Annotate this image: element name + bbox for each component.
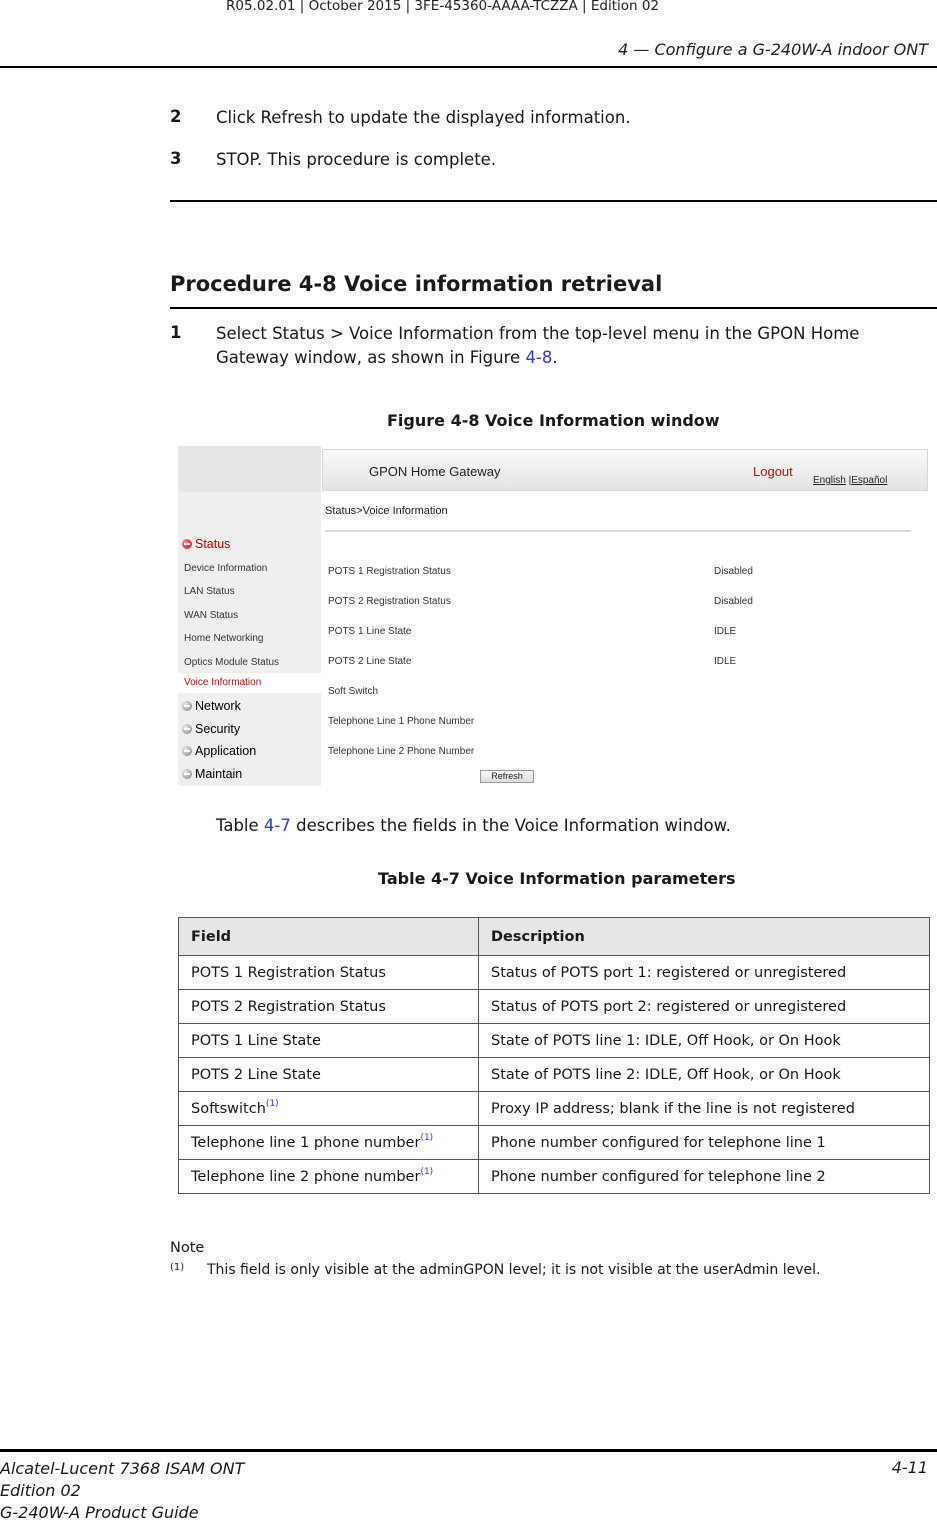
footer-edition: Edition 02	[0, 1481, 81, 1500]
logout-link[interactable]: Logout	[753, 464, 793, 479]
field-cell: POTS 2 Registration Status	[179, 990, 479, 1024]
refresh-button[interactable]: Refresh	[480, 770, 534, 783]
logo-area	[178, 446, 321, 492]
footer-guide: G-240W-A Product Guide	[0, 1503, 199, 1522]
expand-icon	[182, 746, 192, 756]
field-cell: POTS 1 Line State	[179, 1024, 479, 1058]
footnote-ref[interactable]: (1)	[420, 1166, 434, 1177]
nav-home-networking[interactable]: Home Networking	[184, 633, 264, 644]
table-row	[179, 1058, 930, 1092]
field-cell	[179, 1160, 479, 1194]
field-label: Telephone Line 2 Phone Number	[328, 746, 475, 757]
nav-maintain[interactable]: Maintain	[182, 767, 242, 781]
footer-product: Alcatel-Lucent 7368 ISAM ONT	[0, 1459, 245, 1478]
nav-voice-information[interactable]: Voice Information	[178, 673, 321, 693]
field-label: POTS 2 Registration Status	[328, 596, 451, 607]
breadcrumb: Status>Voice Information	[325, 505, 448, 517]
field-cell: POTS 2 Line State	[179, 1058, 479, 1092]
expand-icon	[182, 769, 192, 779]
nav-device-information[interactable]: Device Information	[184, 563, 268, 574]
parameters-table	[178, 917, 930, 1194]
nav-optics-module-status[interactable]: Optics Module Status	[184, 657, 280, 668]
table-link[interactable]: 4-7	[263, 816, 291, 835]
description-cell: State of POTS line 2: IDLE, Off Hook, or On Hook	[479, 1058, 930, 1092]
footer-rule	[0, 1449, 937, 1452]
field-label: Soft Switch	[328, 686, 379, 697]
description-cell: Phone number configured for telephone line 2	[479, 1160, 930, 1194]
header-rule	[0, 66, 937, 68]
intro-text-part: Table	[216, 816, 264, 835]
expand-icon	[182, 724, 192, 734]
collapse-icon	[182, 539, 192, 549]
footnote-ref[interactable]: (1)	[420, 1132, 434, 1143]
field-label: POTS 1 Registration Status	[328, 566, 451, 577]
field-value: IDLE	[714, 656, 737, 667]
field-name: Telephone line 1 phone number	[191, 1134, 421, 1151]
table-row	[179, 956, 930, 990]
step-number: 3	[170, 149, 182, 168]
table-header-row	[179, 918, 930, 956]
field-value: Disabled	[714, 596, 753, 607]
table-row	[179, 990, 930, 1024]
note-mark: (1)	[170, 1262, 185, 1273]
description-cell: Proxy IP address; blank if the line is not registered	[479, 1092, 930, 1126]
table-row	[179, 1024, 930, 1058]
espanol-link[interactable]: Español	[851, 475, 888, 486]
table-row	[179, 1160, 930, 1194]
field-label: POTS 2 Line State	[328, 656, 412, 667]
description-cell: State of POTS line 1: IDLE, Off Hook, or On Hook	[479, 1024, 930, 1058]
nav-wan-status[interactable]: WAN Status	[184, 610, 239, 621]
description-cell: Status of POTS port 1: registered or unregistered	[479, 956, 930, 990]
field-cell: POTS 1 Registration Status	[179, 956, 479, 990]
footnote-ref[interactable]: (1)	[265, 1098, 279, 1109]
nav-application[interactable]: Application	[182, 744, 256, 758]
field-label: Telephone Line 1 Phone Number	[328, 716, 475, 727]
table-row	[179, 1126, 930, 1160]
footer-info	[0, 1458, 244, 1524]
gateway-title: GPON Home Gateway	[369, 464, 501, 479]
gateway-header	[322, 449, 928, 491]
page-number: 4-11	[891, 1458, 928, 1477]
intro-text-part: describes the fields in the Voice Information window.	[290, 816, 731, 835]
document-reference: R05.02.01 | October 2015 | 3FE-45360-AAAA-TCZZA | Edition 02	[226, 0, 660, 14]
chapter-title: 4 — Configure a G-240W-A indoor ONT	[618, 40, 928, 59]
sidebar	[178, 492, 321, 786]
field-cell	[179, 1092, 479, 1126]
nav-network[interactable]: Network	[182, 699, 241, 713]
field-value: IDLE	[714, 626, 737, 637]
breadcrumb-divider	[325, 530, 911, 532]
expand-icon	[182, 701, 192, 711]
figure-link[interactable]: 4-8	[525, 348, 553, 367]
field-label: POTS 1 Line State	[328, 626, 412, 637]
nav-security[interactable]: Security	[182, 722, 240, 736]
section-divider	[170, 200, 937, 202]
note-text: This field is only visible at the adminGPON level; it is not visible at the userAdmin level.	[207, 1262, 821, 1278]
language-switch	[813, 475, 887, 486]
field-value: Disabled	[714, 566, 753, 577]
procedure-step-text	[216, 322, 916, 370]
procedure-rule	[170, 307, 937, 309]
table-intro	[216, 814, 731, 838]
voice-information-screenshot	[178, 446, 930, 786]
step-text: STOP. This procedure is complete.	[216, 150, 497, 169]
figure-caption: Figure 4-8 Voice Information window	[387, 411, 720, 430]
field-name: Softswitch	[191, 1100, 266, 1117]
step-text-part: Select Status > Voice Information from the top-level menu in the GPON Home Gateway window, as shown in Figure	[216, 324, 860, 367]
step-text-part: .	[552, 348, 558, 367]
step-text: Click Refresh to update the displayed information.	[216, 108, 631, 127]
language-separator: |	[845, 475, 852, 486]
description-cell: Status of POTS port 2: registered or unregistered	[479, 990, 930, 1024]
description-cell: Phone number configured for telephone line 1	[479, 1126, 930, 1160]
nav-status[interactable]: Status	[182, 537, 230, 551]
field-cell	[179, 1126, 479, 1160]
procedure-title: Procedure 4-8 Voice information retrieval	[170, 272, 663, 296]
step-number: 2	[170, 107, 182, 126]
table-caption: Table 4-7 Voice Information parameters	[378, 869, 736, 888]
note-label: Note	[170, 1240, 205, 1256]
table-row	[179, 1092, 930, 1126]
column-header: Description	[479, 918, 930, 956]
nav-lan-status[interactable]: LAN Status	[184, 586, 235, 597]
english-link[interactable]: English	[813, 475, 846, 486]
field-name: Telephone line 2 phone number	[191, 1168, 421, 1185]
column-header: Field	[179, 918, 479, 956]
step-number: 1	[170, 323, 182, 342]
